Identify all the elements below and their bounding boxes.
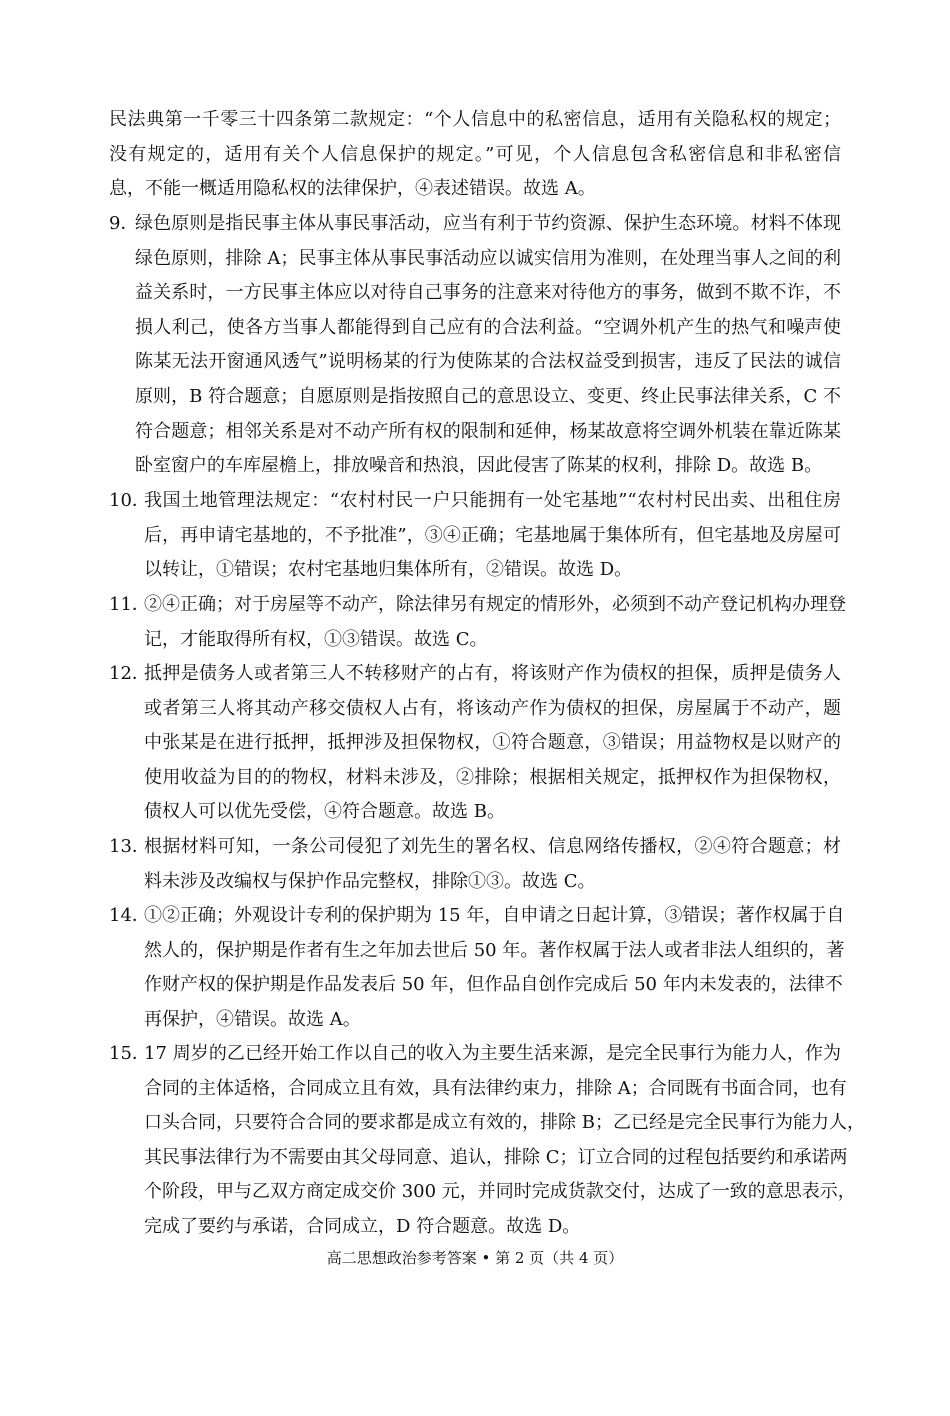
question-number-9: 9． bbox=[109, 213, 139, 234]
answer-line: ②④正确；对于房屋等不动产，除法律另有规定的情形外，必须到不动产登记机构办理登 bbox=[144, 594, 846, 615]
answer-line: 中张某是在进行抵押，抵押涉及担保物权，①符合题意，③错误；用益物权是以财产的 bbox=[144, 732, 841, 754]
answer-line: 个阶段，甲与乙双方商定成交价 300 元，并同时完成货款交付，达成了一致的意思表示， bbox=[144, 1181, 856, 1203]
question-number-13: 13． bbox=[109, 836, 150, 857]
answer-line: 根据材料可知，一条公司侵犯了刘先生的署名权、信息网络传播权，②④符合题意；材 bbox=[144, 836, 841, 857]
answer-line: 我国土地管理法规定：“农村村民一户只能拥有一处宅基地”“农村村民出卖、出租住房 bbox=[144, 490, 841, 511]
answer-13 bbox=[144, 830, 841, 899]
answer-line: 口头合同，只要符合合同的要求都是成立有效的，排除 B；乙已经是完全民事行为能力人， bbox=[144, 1112, 865, 1134]
answer-line: 其民事法律行为不需要由其父母同意、追认，排除 C；订立合同的过程包括要约和承诺两 bbox=[144, 1146, 848, 1168]
answer-10 bbox=[144, 484, 841, 588]
question-number-10: 10． bbox=[109, 490, 150, 511]
answer-line: 原则，B 符合题意；自愿原则是指按照自己的意思设立、变更、终止民事法律关系，C 不 bbox=[135, 385, 841, 407]
answer-15 bbox=[144, 1037, 865, 1245]
answer-line: ①②正确；外观设计专利的保护期为 15 年，自申请之日起计算，③错误；著作权属于自 bbox=[144, 905, 845, 926]
answer-line: 绿色原则是指民事主体从事民事活动，应当有利于节约资源、保护生态环境。材料不体现 bbox=[135, 213, 841, 234]
question-number-11: 11． bbox=[109, 594, 150, 615]
answer-line: 息，不能一概适用隐私权的法律保护，④表述错误。故选 A。 bbox=[109, 178, 596, 200]
answer-line: 以转让，①错误；农村宅基地归集体所有，②错误。故选 D。 bbox=[144, 559, 633, 581]
answer-line: 17 周岁的乙已经开始工作以自己的收入为主要生活来源，是完全民事行为能力人，作为 bbox=[144, 1043, 841, 1064]
answer-line: 料未涉及改编权与保护作品完整权，排除①③。故选 C。 bbox=[144, 870, 596, 892]
answer-11 bbox=[144, 588, 846, 657]
answer-line: 然人的，保护期是作者有生之年加去世后 50 年。著作权属于法人或者非法人组织的，著 bbox=[144, 939, 845, 961]
answer-line: 或者第三人将其动产移交债权人占有，将该动产作为债权的担保，房屋属于不动产，题 bbox=[144, 697, 841, 719]
answer-line: 民法典第一千零三十四条第二款规定：“个人信息中的私密信息，适用有关隐私权的规定； bbox=[109, 109, 841, 130]
answer-line: 卧室窗户的车库屋檐上，排放噪音和热浪，因此侵害了陈某的权利，排除 D。故选 B。 bbox=[135, 455, 823, 477]
answer-line: 陈某无法开窗通风透气”说明杨某的行为使陈某的合法权益受到损害，违反了民法的诚信 bbox=[135, 351, 841, 373]
answer-line: 使用收益为目的的物权，材料未涉及，②排除；根据相关规定，抵押权作为担保物权， bbox=[144, 766, 841, 788]
answer-line: 损人利己，使各方当事人都能得到自己应有的合法利益。“空调外机产生的热气和噪声使 bbox=[135, 316, 841, 338]
question-number-15: 15． bbox=[109, 1043, 150, 1064]
answer-line: 记，才能取得所有权，①③错误。故选 C。 bbox=[144, 628, 488, 650]
answer-line: 完成了要约与承诺，合同成立，D 符合题意。故选 D。 bbox=[144, 1215, 581, 1237]
answer-line: 没有规定的，适用有关个人信息保护的规定。”可见，个人信息包含私密信息和非私密信 bbox=[109, 143, 841, 165]
answer-line: 作财产权的保护期是作品发表后 50 年，但作品自创作完成后 50 年内未发表的，法律不 bbox=[144, 974, 843, 996]
continued-answer-8 bbox=[109, 103, 841, 207]
answer-line: 益关系时，一方民事主体应以对待自己事务的注意来对待他方的事务，做到不欺不诈，不 bbox=[135, 282, 841, 304]
question-number-12: 12． bbox=[109, 663, 150, 684]
answer-line: 合同的主体适格，合同成立且有效，具有法律约束力，排除 A；合同既有书面合同，也有 bbox=[144, 1077, 847, 1099]
question-number-14: 14． bbox=[109, 905, 150, 926]
page-footer: 高二思想政治参考答案 • 第 2 页（共 4 页） bbox=[326, 1249, 624, 1267]
answer-line: 债权人可以优先受偿，④符合题意。故选 B。 bbox=[144, 801, 505, 823]
answer-9 bbox=[135, 207, 841, 484]
answer-line: 绿色原则，排除 A；民事主体从事民事活动应以诚实信用为准则，在处理当事人之间的利 bbox=[135, 247, 841, 269]
answer-12 bbox=[144, 657, 841, 830]
answer-line: 符合题意；相邻关系是对不动产所有权的限制和延伸，杨某故意将空调外机装在靠近陈某 bbox=[135, 420, 841, 442]
answer-line: 后，再申请宅基地的，不予批准”，③④正确；宅基地属于集体所有，但宅基地及房屋可 bbox=[144, 524, 841, 546]
answer-line: 抵押是债务人或者第三人不转移财产的占有，将该财产作为债权的担保，质押是债务人 bbox=[144, 663, 841, 684]
answer-14 bbox=[144, 899, 845, 1037]
answer-line: 再保护，④错误。故选 A。 bbox=[144, 1008, 361, 1030]
